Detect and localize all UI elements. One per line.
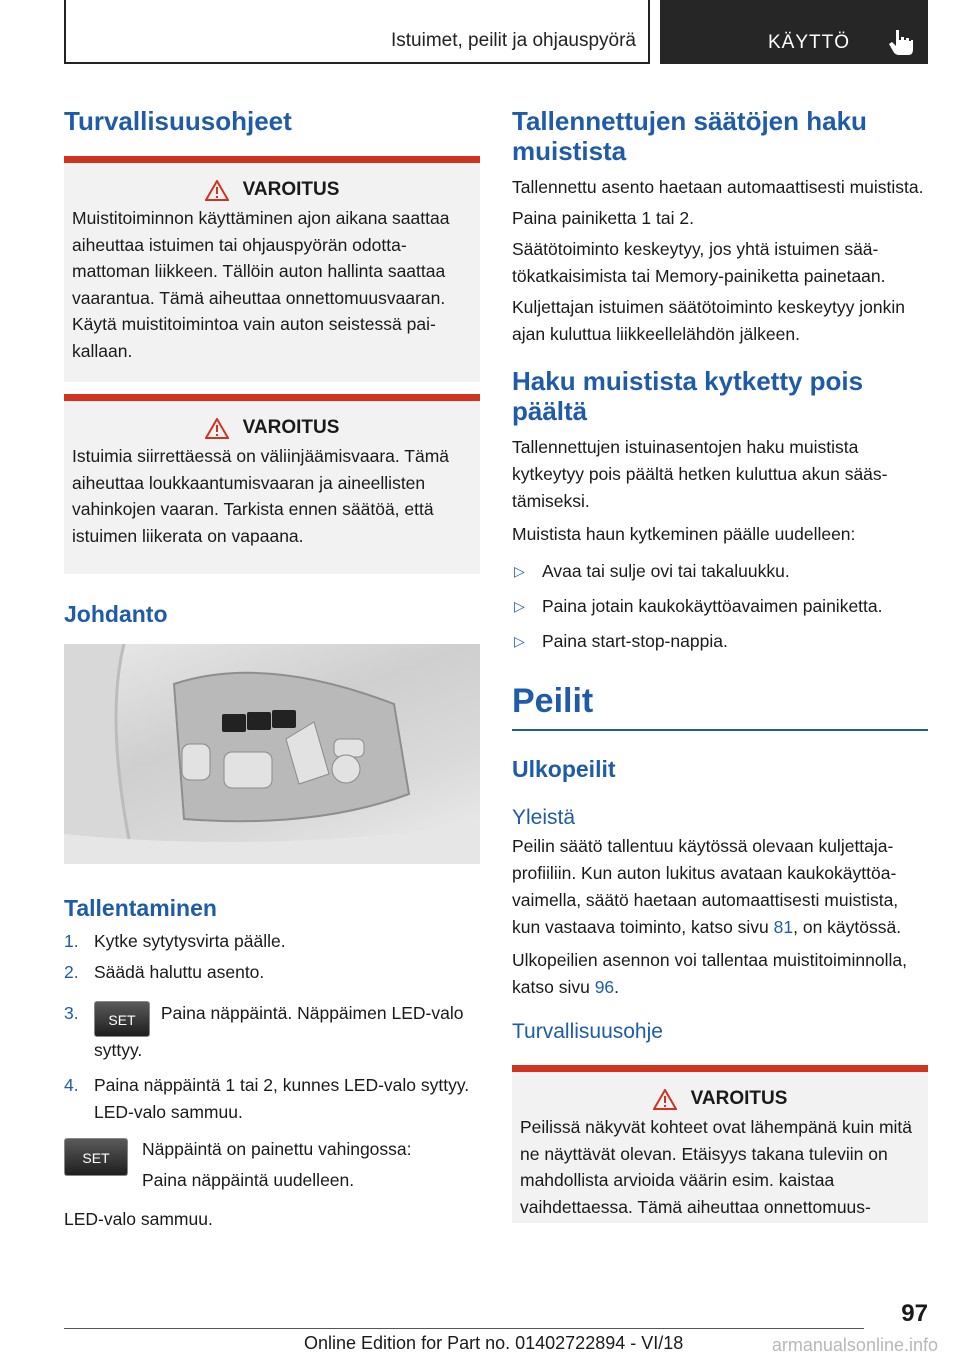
warning-triangle-icon	[653, 1089, 677, 1110]
warning-title-text: VAROITUS	[690, 1088, 788, 1109]
accidental-press-text: Näppäintä on painettu vahingossa:	[142, 1139, 412, 1159]
step-text: Paina näppäintä 1 tai 2, kunnes LED-valo syttyy. LED-valo sammuu.	[94, 1075, 470, 1122]
led-off-text: LED-valo sammuu.	[64, 1209, 213, 1229]
general-paragraph	[512, 833, 928, 941]
list-item	[512, 558, 928, 585]
warning-triangle-icon	[205, 418, 229, 439]
seat-panel-illustration	[64, 644, 480, 864]
step-item	[64, 959, 480, 986]
list-item	[512, 628, 928, 655]
accidental-press-note	[64, 1136, 480, 1200]
recall-off-paragraph: Tallennettujen istuinasentojen haku muistista kytkeytyy pois päältä hetken kuluttua akun säästämiseksi.	[512, 437, 888, 511]
step-number: 1.	[64, 931, 79, 951]
warning-body: Muistitoiminnon käyttäminen ajon aikana saattaa aiheuttaa istuimen tai ohjauspyörän odottamattoman liikkeen. Tällöin auton hallinta saattaa vaarantua. Tämä aiheuttaa onnettomuusvaaran. Käytä muistitoimintoa vain auton seistessä paikallaan.	[72, 208, 450, 361]
pointing-hand-icon	[888, 28, 914, 56]
step-text: Paina näppäintä. Näppäimen LED-valo syttyy.	[94, 1003, 464, 1060]
introduction-heading: Johdanto	[64, 601, 168, 627]
safety-note-heading: Turvallisuusohje	[512, 1020, 663, 1043]
chapter-title: KÄYTTÖ	[768, 32, 851, 53]
warning-box-mirror	[512, 1065, 928, 1223]
reactivation-list	[512, 558, 928, 655]
list-item-text: Avaa tai sulje ovi tai takaluukku.	[542, 561, 790, 581]
bullet-triangle-icon: ▷	[514, 563, 525, 579]
warning-triangle-icon	[205, 180, 229, 201]
warning-title-text: VAROITUS	[242, 179, 340, 200]
recall-paragraph: Säätötoiminto keskeytyy, jos yhtä istuimen säätökatkaisimista tai Memory-painiketta painetaan.	[512, 239, 886, 286]
mirrors-heading: Peilit	[512, 681, 928, 731]
page-number: 97	[901, 1300, 928, 1327]
footer-divider	[64, 1328, 864, 1329]
general-text: .	[614, 977, 620, 997]
section-header-box	[64, 0, 650, 64]
step-item	[64, 1072, 480, 1126]
general-heading: Yleistä	[512, 806, 576, 829]
edition-text: Online Edition for Part no. 01402722894 - VI/18	[304, 1333, 684, 1353]
saving-heading: Tallentaminen	[64, 895, 217, 921]
general-text: Ulkopeilien asennon voi tallentaa muistitoiminnolla, katso sivu	[512, 950, 907, 997]
press-again-text: Paina näppäintä uudelleen.	[142, 1170, 355, 1190]
page-reference-link[interactable]: 81	[773, 917, 794, 937]
bullet-triangle-icon: ▷	[514, 598, 525, 614]
general-paragraph	[512, 947, 928, 1001]
warning-title	[72, 417, 472, 439]
warning-body: Istuimia siirrettäessä on väliinjäämisvaara. Tämä aiheuttaa loukkaantumisvaaran ja aineellisten vahinkojen vaaran. Tarkista ennen säätöä, että istuimen liikerata on vapaana.	[72, 446, 450, 546]
chapter-tab	[660, 0, 928, 64]
step-number: 3.	[64, 1003, 79, 1023]
list-item	[512, 593, 928, 620]
set-button-icon: SET	[94, 1001, 150, 1037]
outside-mirrors-heading: Ulkopeilit	[512, 756, 616, 782]
page-reference-link[interactable]: 96	[594, 977, 615, 997]
step-number: 2.	[64, 962, 79, 982]
step-item	[64, 928, 480, 955]
list-item-text: Paina start-stop-nappia.	[542, 631, 728, 651]
left-column	[64, 96, 480, 1233]
warning-title	[72, 179, 472, 201]
section-title: Istuimet, peilit ja ohjauspyörä	[390, 30, 636, 51]
right-column	[512, 96, 928, 1223]
warning-box-pinching	[64, 394, 480, 574]
step-item	[64, 1000, 480, 1064]
set-button-icon: SET	[64, 1138, 128, 1176]
seat-memory-buttons-image	[64, 644, 480, 864]
warning-box-memory	[64, 156, 480, 382]
step-number: 4.	[64, 1075, 79, 1095]
bullet-triangle-icon: ▷	[514, 633, 525, 649]
warning-title	[520, 1088, 920, 1110]
saving-steps	[64, 928, 480, 1126]
warning-title-text: VAROITUS	[242, 417, 340, 438]
safety-instructions-heading: Turvallisuusohjeet	[64, 106, 292, 136]
recall-off-paragraph: Muistista haun kytkeminen päälle uudelleen:	[512, 524, 856, 544]
step-text: Kytke sytytysvirta päälle.	[94, 931, 286, 951]
list-item-text: Paina jotain kaukokäyttöavaimen painiketta.	[542, 596, 883, 616]
general-text: Peilin säätö tallentuu käytössä olevaan kuljettajaprofiiliin. Kun auton lukitus avataan kaukokäyttöavaimella, säätö haetaan automaattisesti muistista, kun vastaava toiminto, katso sivu	[512, 836, 899, 937]
recall-paragraph: Tallennettu asento haetaan automaattisesti muistista.	[512, 177, 924, 197]
recall-paragraph: Kuljettajan istuimen säätötoiminto keskeytyy jonkin ajan kuluttua liikkeellelähdön jälkeen.	[512, 297, 905, 344]
recall-paragraph: Paina painiketta 1 tai 2.	[512, 208, 694, 228]
general-text: , on käytössä.	[793, 917, 902, 937]
step-text: Säädä haluttu asento.	[94, 962, 265, 982]
recall-heading: Tallennettujen säätöjen haku muistista	[512, 106, 867, 166]
recall-off-heading: Haku muistista kytketty pois päältä	[512, 366, 864, 426]
page-header	[64, 0, 928, 64]
watermark-text: armanualsonline.info	[771, 1335, 938, 1355]
warning-body: Peilissä näkyvät kohteet ovat lähempänä kuin mitä ne näyttävät olevan. Etäisyys takana tuleviin on mahdollista arvioida väärin esim. kaistaa vaihdettaessa. Tämä aiheuttaa onnettomuus-	[520, 1117, 913, 1217]
